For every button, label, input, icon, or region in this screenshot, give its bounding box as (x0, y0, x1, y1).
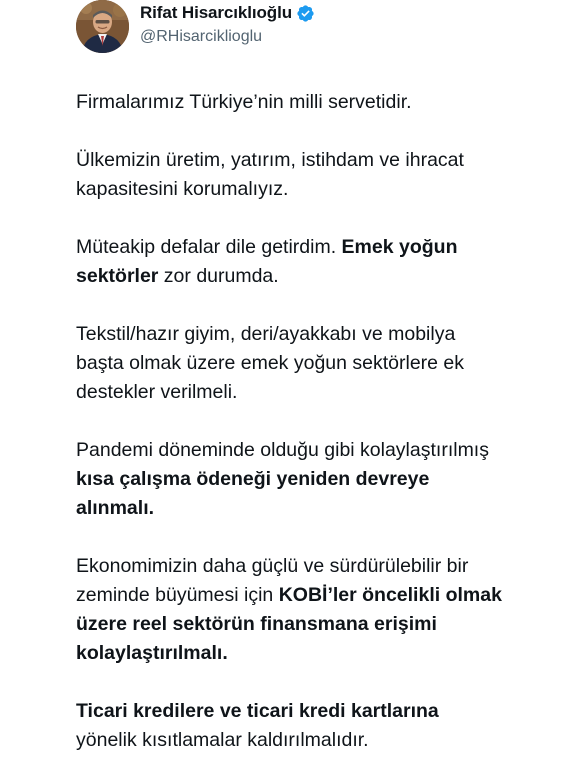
text-line (76, 349, 566, 378)
avatar[interactable] (76, 0, 129, 53)
text-segment: zor durumda. (158, 265, 279, 287)
text-segment: Firmalarımız Türkiye’nin milli servetidir. (76, 91, 412, 113)
tweet-header (76, 0, 315, 56)
tweet-text (76, 88, 566, 784)
text-line (76, 88, 566, 117)
text-line (76, 552, 566, 581)
name-row (140, 2, 315, 24)
text-line (76, 697, 566, 726)
text-line (76, 465, 566, 494)
text-line (76, 726, 566, 755)
author-info (140, 0, 315, 46)
tweet-paragraph (76, 697, 566, 755)
tweet-paragraph (76, 88, 566, 117)
text-segment: Pandemi döneminde olduğu gibi kolaylaştırılmış (76, 439, 489, 461)
text-line (76, 146, 566, 175)
bold-text-segment: alınmalı. (76, 497, 155, 519)
text-line (76, 233, 566, 262)
bold-text-segment: üzere reel sektörün finansmana erişimi (76, 613, 437, 635)
handle[interactable]: @RHisarciklioglu (140, 28, 263, 45)
text-segment: kapasitesini korumalıyız. (76, 178, 289, 200)
text-line (76, 494, 566, 523)
text-line (76, 320, 566, 349)
text-line (76, 610, 566, 639)
text-line (76, 581, 566, 610)
text-segment: Ekonomimizin daha güçlü ve sürdürülebilir bir (76, 555, 469, 577)
tweet-paragraph (76, 146, 566, 204)
avatar-image (76, 0, 129, 53)
tweet-paragraph (76, 320, 566, 407)
tweet-paragraph (76, 552, 566, 668)
text-segment: Tekstil/hazır giyim, deri/ayakkabı ve mobilya (76, 323, 456, 345)
bold-text-segment: Ticari kredilere ve ticari kredi kartlarına (76, 700, 439, 722)
text-segment: başta olmak üzere emek yoğun sektörlere ek (76, 352, 465, 374)
text-line (76, 436, 566, 465)
text-line (76, 262, 566, 291)
text-line (76, 378, 566, 407)
bold-text-segment: KOBİ’ler öncelikli olmak (278, 584, 502, 606)
bold-text-segment: Emek yoğun (341, 236, 458, 258)
bold-text-segment: kısa çalışma ödeneği yeniden devreye (76, 468, 430, 490)
text-segment: Müteakip defalar dile getirdim. (76, 236, 342, 258)
display-name[interactable]: Rifat Hisarcıklıoğlu (140, 3, 292, 22)
tweet-paragraph (76, 233, 566, 291)
verified-badge-icon (296, 4, 315, 23)
tweet-paragraph (76, 436, 566, 523)
text-line (76, 175, 566, 204)
text-segment: yönelik kısıtlamalar kaldırılmalıdır. (76, 729, 369, 751)
bold-text-segment: kolaylaştırılmalı. (76, 642, 228, 664)
text-segment: destekler verilmeli. (76, 381, 238, 403)
text-segment: Ülkemizin üretim, yatırım, istihdam ve ihracat (76, 149, 464, 171)
text-line (76, 639, 566, 668)
text-segment: zeminde büyümesi için (76, 584, 279, 606)
bold-text-segment: sektörler (76, 265, 159, 287)
